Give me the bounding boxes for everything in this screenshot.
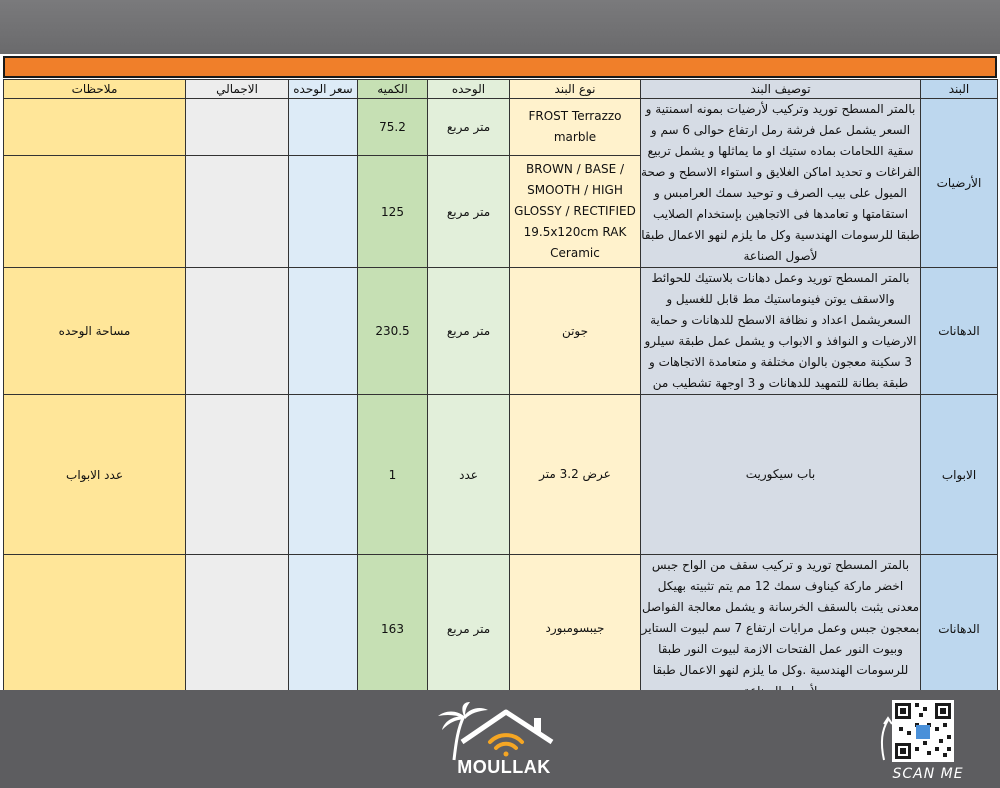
header-row [4, 80, 998, 99]
unit-price-cell [289, 156, 358, 268]
unit-cell: متر مربع [428, 99, 510, 156]
type-cell: BROWN / BASE / SMOOTH / HIGH GLOSSY / RECTIFIED 19.5x120cm RAK Ceramic [510, 156, 641, 268]
item-cell: الدهانات [921, 555, 998, 703]
qr-code-icon [878, 696, 988, 768]
table-row [4, 99, 998, 156]
description-cell: بالمتر المسطح توريد و تركيب سقف من الواح جبس اخضر ماركة كيناوف سمك 12 مم يتم تثبيته بهيكل معدنى يثبت بالسقف الخرسانة و يشمل معالجة الفواصل بمعجون جبس وعمل مرايات ارتفاع 7 سم لبيوت الستاير وبيوت النور عمل الفتحات الازمة لبيوت النور طبقا للرسومات الهندسية .وكل ما يلزم لنهو الاعمال طبقا [641, 555, 921, 703]
header-notes: ملاحظات [4, 80, 186, 99]
footer [0, 690, 1000, 788]
wifi-icon [490, 735, 522, 756]
header-type: نوع البند [510, 80, 641, 99]
unit-price-cell [289, 99, 358, 156]
unit-cell: متر مربع [428, 555, 510, 703]
total-cell [186, 555, 289, 703]
total-cell [186, 156, 289, 268]
type-cell: جوتن [510, 268, 641, 395]
top-band [0, 0, 1000, 54]
quantity-cell: 75.2 [358, 99, 428, 156]
unit-cell: متر مربع [428, 268, 510, 395]
header-total: الاجمالي [186, 80, 289, 99]
quantity-cell: 163 [358, 555, 428, 703]
brand-logo [434, 702, 574, 780]
qr-block[interactable] [878, 696, 988, 786]
header-quantity: الكميه [358, 80, 428, 99]
notes-cell [4, 99, 186, 156]
unit-price-cell [289, 395, 358, 555]
total-cell [186, 395, 289, 555]
unit-price-cell [289, 555, 358, 703]
total-cell [186, 268, 289, 395]
notes-cell [4, 555, 186, 703]
notes-cell: مساحة الوحده [4, 268, 186, 395]
notes-cell [4, 156, 186, 268]
item-cell: الدهانات [921, 268, 998, 395]
unit-price-cell [289, 268, 358, 395]
description-cell: بالمتر المسطح توريد وتركيب لأرضيات بمونه اسمنتية و السعر يشمل عمل فرشة رمل ارتفاع حوالى 6 سم و سقية اللحامات بماده ستيك او ما يماثلها و يشمل تربيع الفراغات و تحديد اماكن الغلايق و استواء الاسطح و صحة الميول على بيب الصرف و توحيد سمك العرامبس و استقامتها و تعامدها فى الاتجاهين بإستخدام الصلايب طبقا للرسومات الهندسية وكل ما يلزم لنهو الاعمال طبقا لأصول الصناعة [641, 99, 921, 268]
section-header-bar [3, 56, 997, 78]
quantity-cell: 125 [358, 156, 428, 268]
notes-cell: عدد الابواب [4, 395, 186, 555]
boq-sheet [0, 54, 1000, 690]
type-cell: جيبسومبورد [510, 555, 641, 703]
quantity-cell: 230.5 [358, 268, 428, 395]
total-cell [186, 99, 289, 156]
table-row [4, 555, 998, 703]
arrow-icon [882, 720, 888, 760]
header-unit-price: سعر الوحده [289, 80, 358, 99]
description-cell: باب سيكوريت [641, 395, 921, 555]
item-cell: الأرضيات [921, 99, 998, 268]
type-cell: عرض 3.2 متر [510, 395, 641, 555]
quantity-cell: 1 [358, 395, 428, 555]
header-description: توصيف البند [641, 80, 921, 99]
header-item: البند [921, 80, 998, 99]
table-row [4, 395, 998, 555]
brand-name: MOULLAK [457, 757, 551, 777]
item-cell: الابواب [921, 395, 998, 555]
header-unit: الوحده [428, 80, 510, 99]
description-cell: بالمتر المسطح توريد وعمل دهانات بلاستيك للحوائط والاسقف يوتن فينوماستيك مط قابل للغسيل و السعريشمل اعداد و نظافة الاسطح للدهانات و حماية الارضيات و النوافذ و الابواب و يشمل عمل طبقة سيلرو 3 سكينة معجون بالوان مختلفة و متعامدة الاتجاهات و طبقة بطانة للتمهيد للدهانات و 3 اوجهة تشطيب من [641, 268, 921, 395]
type-cell: FROST Terrazzo marble [510, 99, 641, 156]
house-roof-icon [434, 702, 574, 762]
boq-table [3, 79, 998, 703]
table-row [4, 268, 998, 395]
scan-me-label: SCAN ME [892, 766, 964, 782]
unit-cell: متر مربع [428, 156, 510, 268]
unit-cell: عدد [428, 395, 510, 555]
